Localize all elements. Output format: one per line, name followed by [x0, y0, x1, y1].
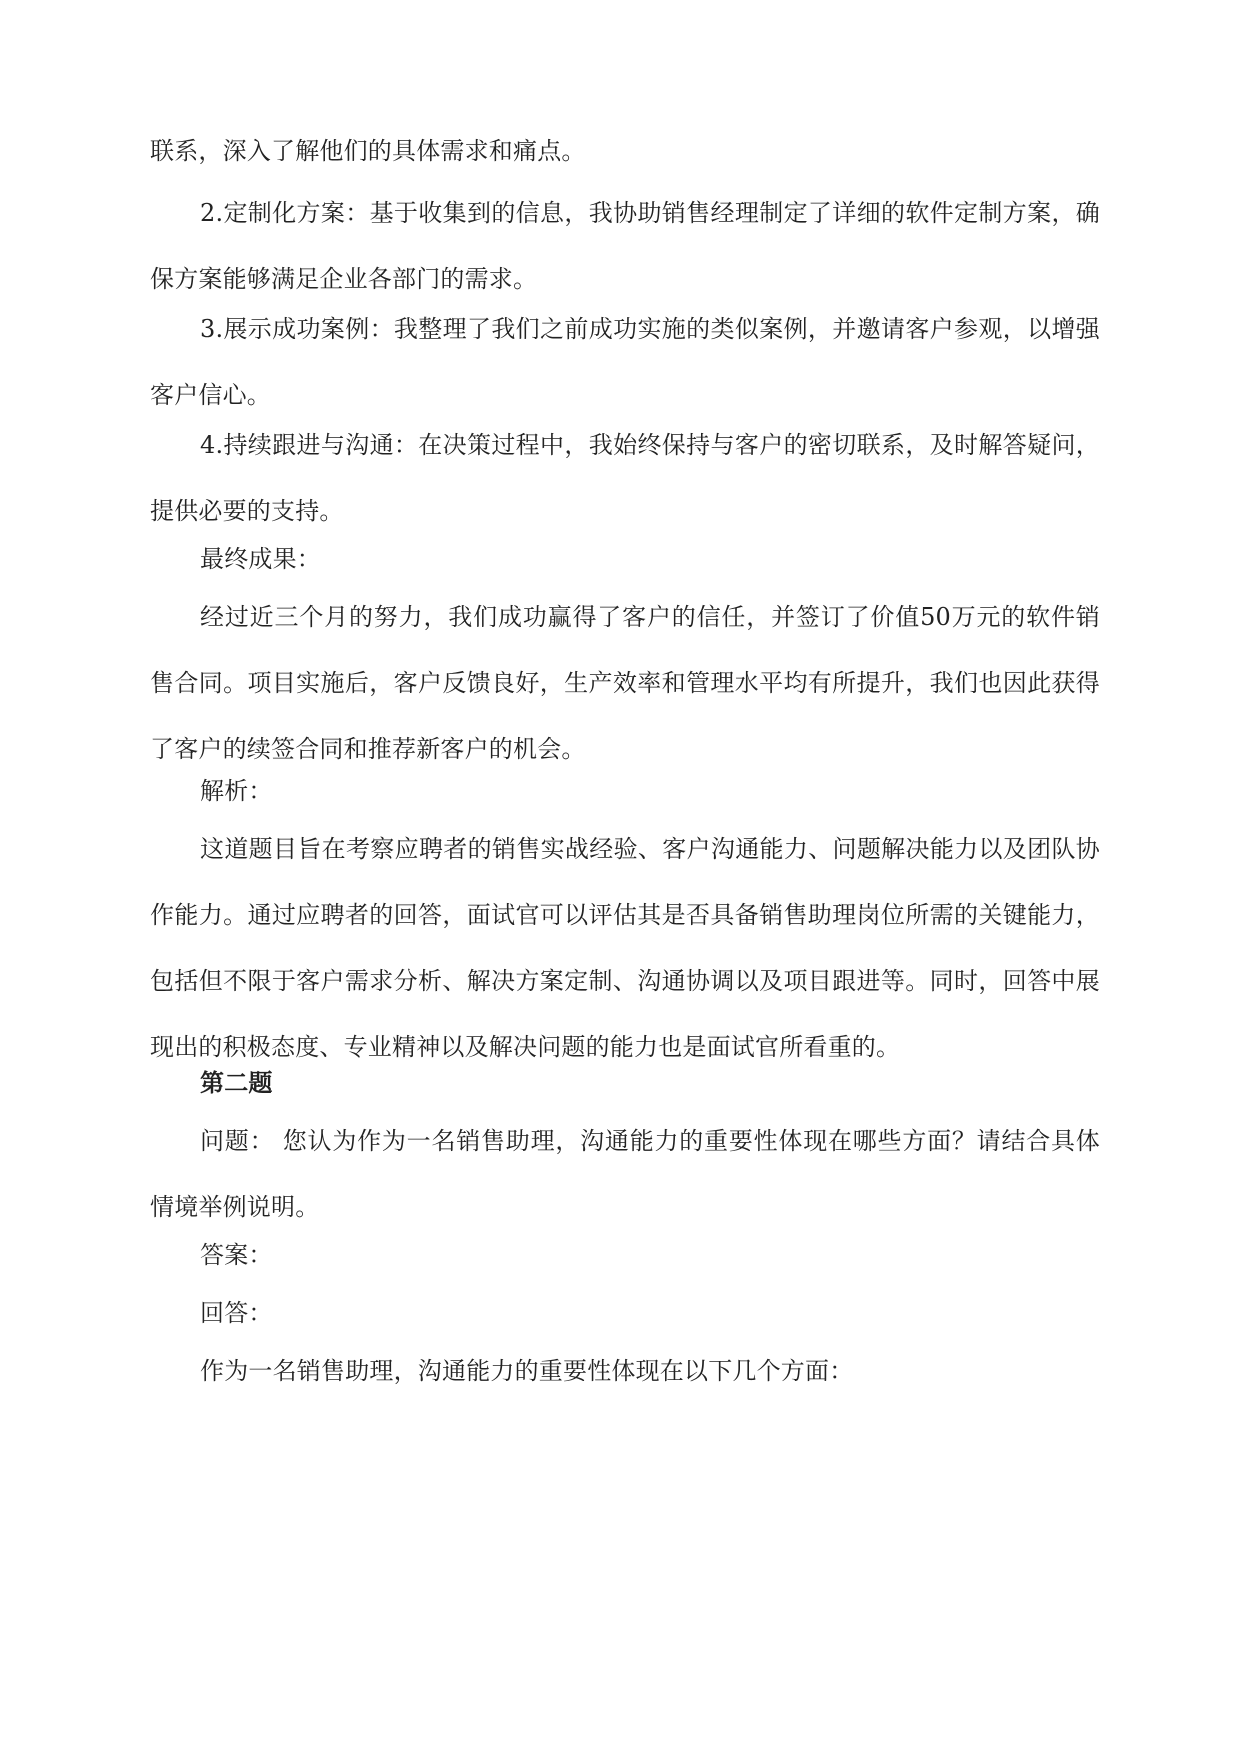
section-label-analysis: 解析： [200, 777, 273, 805]
paragraph-final-result: 经过近三个月的努力，我们成功赢得了客户的信任，并签订了价值50万元的软件销售合同。项目实施后，客户反馈良好，生产效率和管理水平均有所提升，我们也因此获得了客户的续签合同和推荐新客户的机会。 [150, 603, 1100, 763]
paragraph-follow-up: 4.持续跟进与沟通：在决策过程中，我始终保持与客户的密切联系，及时解答疑问，提供必要的支持。 [150, 431, 1100, 525]
paragraph-customized-plan: 2.定制化方案：基于收集到的信息，我协助销售经理制定了详细的软件定制方案，确保方案能够满足企业各部门的需求。 [150, 199, 1100, 293]
question-heading: 第二题 [200, 1069, 273, 1097]
paragraph-intro-continuation: 联系，深入了解他们的具体需求和痛点。 [150, 137, 586, 165]
response-label: 回答： [200, 1299, 273, 1327]
section-label-final-result: 最终成果： [200, 545, 321, 573]
question-text: 问题： 您认为作为一名销售助理，沟通能力的重要性体现在哪些方面？请结合具体情境举例说明。 [150, 1127, 1100, 1221]
paragraph-analysis: 这道题目旨在考察应聘者的销售实战经验、客户沟通能力、问题解决能力以及团队协作能力。通过应聘者的回答，面试官可以评估其是否具备销售助理岗位所需的关键能力，包括但不限于客户需求分析、解决方案定制、沟通协调以及项目跟进等。同时，回答中展现出的积极态度、专业精神以及解决问题的能力也是面试官所看重的。 [150, 835, 1100, 1061]
response-intro: 作为一名销售助理，沟通能力的重要性体现在以下几个方面： [200, 1357, 854, 1385]
answer-label: 答案： [200, 1241, 273, 1269]
paragraph-success-cases: 3.展示成功案例：我整理了我们之前成功实施的类似案例，并邀请客户参观，以增强客户信心。 [150, 315, 1100, 409]
